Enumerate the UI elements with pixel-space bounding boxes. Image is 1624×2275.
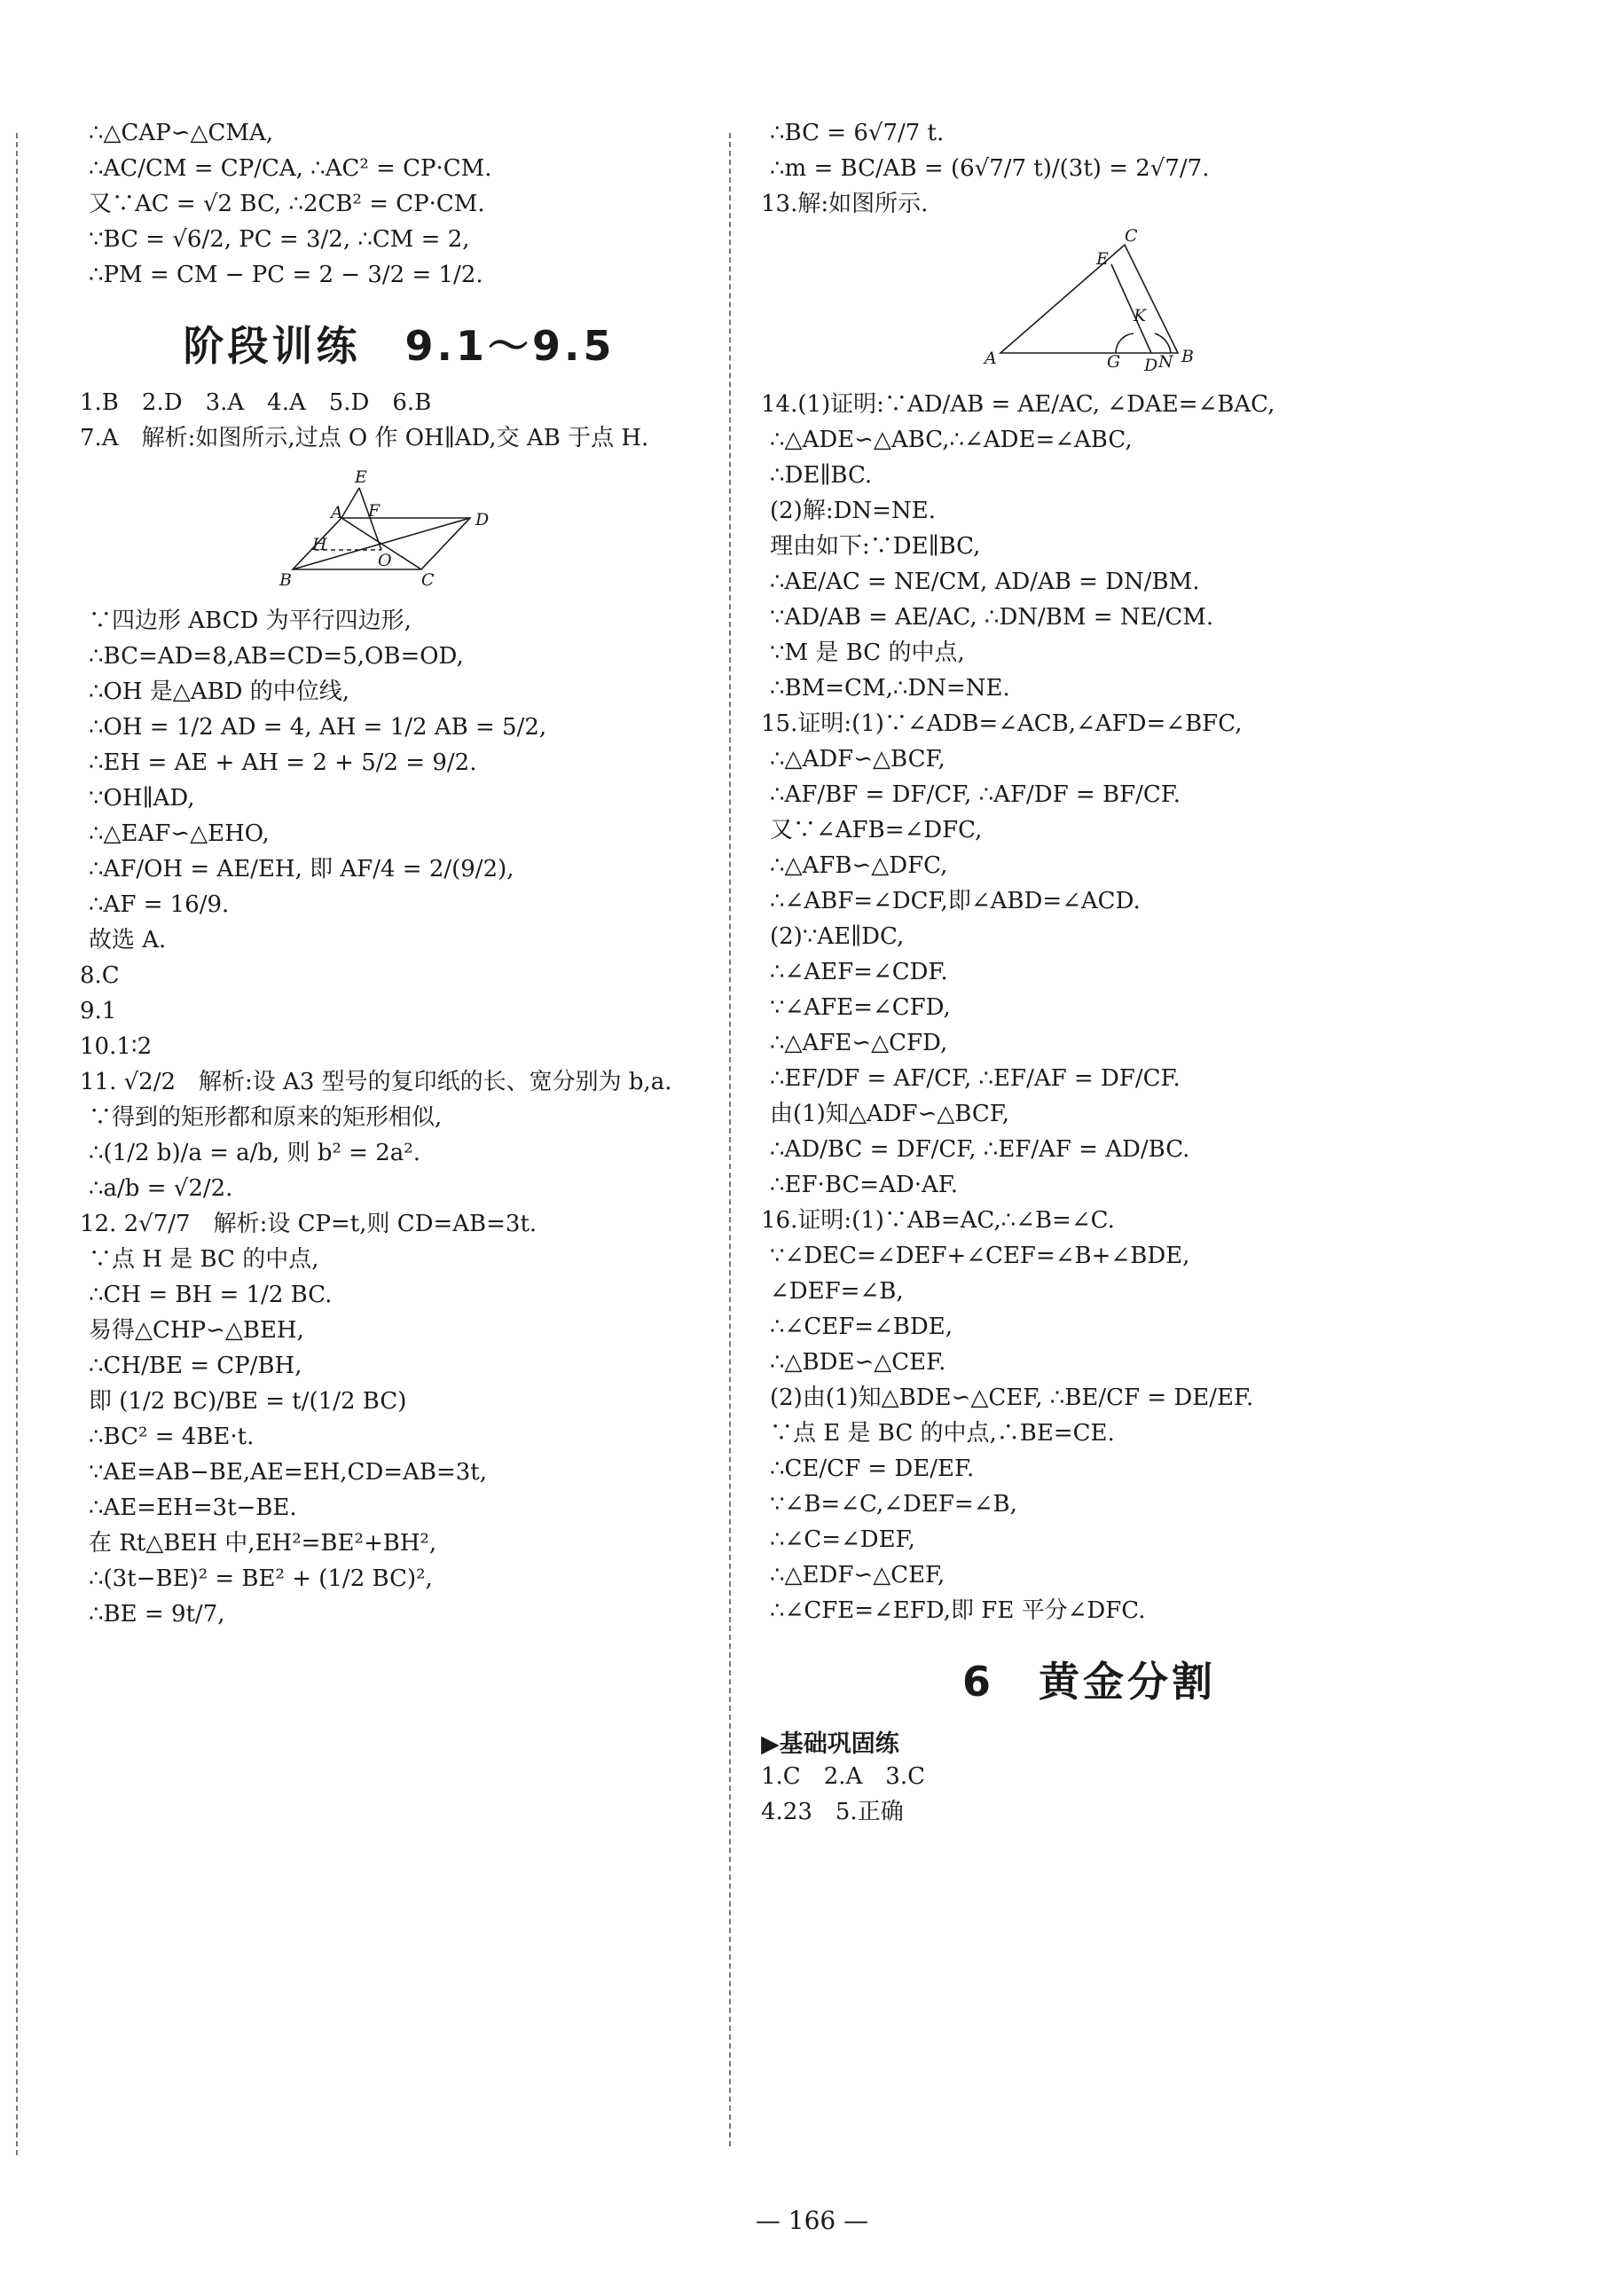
left-line: ∴AF/OH = AE/EH, 即 AF/4 = 2/(9/2), (89, 856, 514, 883)
triangle-construction-figure (761, 229, 1417, 380)
right-line: ∴AF/BF = DF/CF, ∴AF/DF = BF/CF. (770, 781, 1181, 808)
right-line: 理由如下:∵DE∥BC, (770, 533, 981, 560)
right-line: 由(1)知△ADF∽△BCF, (770, 1101, 1010, 1127)
right-line: ∴△ADF∽△BCF, (770, 746, 945, 773)
triangle-marker-icon: ▶ (761, 1730, 780, 1758)
right-line: 又∵∠AFB=∠DFC, (770, 817, 983, 843)
left-line: ∴CH/BE = CP/BH, (89, 1353, 302, 1379)
left-line: ∴AE=EH=3t−BE. (89, 1494, 297, 1521)
left-line: ∴CH = BH = 1/2 BC. (89, 1282, 333, 1308)
svg-text:C: C (421, 570, 435, 590)
answer-line: 1.C 2.A 3.C (761, 1763, 925, 1790)
svg-text:C: C (1125, 229, 1138, 246)
right-line: ∴DE∥BC. (770, 462, 873, 489)
right-line: ∴∠C=∠DEF, (770, 1526, 915, 1553)
right-line: ∴AD/BC = DF/CF, ∴EF/AF = AD/BC. (770, 1136, 1190, 1163)
left-line: 又∵AC = √2 BC, ∴2CB² = CP·CM. (89, 191, 485, 217)
right-line: ∵∠DEC=∠DEF+∠CEF=∠B+∠BDE, (770, 1243, 1190, 1269)
section-heading: 6 黄金分割 (961, 1658, 1216, 1706)
left-line: ∴AF = 16/9. (89, 891, 230, 918)
svg-text:N: N (1158, 352, 1173, 372)
left-line: 即 (1/2 BC)/BE = t/(1/2 BC) (89, 1388, 407, 1415)
right-line: ∴△BDE∽△CEF. (770, 1349, 946, 1376)
answer-line: 8.C (80, 962, 120, 989)
answer-line: 7.A 解析:如图所示,过点 O 作 OH∥AD,交 AB 于点 H. (80, 425, 649, 451)
left-line: ∴a/b = √2/2. (89, 1175, 233, 1202)
left-line: 易得△CHP∽△BEH, (89, 1317, 304, 1344)
left-margin-rule (16, 133, 18, 2155)
left-line: 故选 A. (89, 927, 167, 953)
left-line: ∵得到的矩形都和原来的矩形相似, (89, 1104, 443, 1131)
column-divider (729, 133, 731, 2146)
left-line: ∵BC = √6/2, PC = 3/2, ∴CM = 2, (89, 226, 470, 253)
right-line: ∴△EDF∽△CEF, (770, 1562, 945, 1589)
right-line: ∴AE/AC = NE/CM, AD/AB = DN/BM. (770, 569, 1200, 595)
svg-text:B: B (279, 570, 292, 590)
right-line: ∵∠AFE=∠CFD, (770, 994, 951, 1021)
left-line: ∴(3t−BE)² = BE² + (1/2 BC)², (89, 1565, 433, 1592)
right-line: ∴BC = 6√7/7 t. (770, 120, 945, 146)
right-line: ∴EF/DF = AF/CF, ∴EF/AF = DF/CF. (770, 1065, 1181, 1092)
parallelogram-figure (80, 463, 718, 596)
svg-text:D: D (1144, 356, 1158, 375)
right-line: ∵∠B=∠C,∠DEF=∠B, (770, 1491, 1017, 1518)
svg-text:G: G (1107, 352, 1121, 372)
svg-text:D: D (475, 510, 490, 530)
right-line: ∴△AFB∽△DFC, (770, 852, 948, 879)
right-line: ∴m = BC/AB = (6√7/7 t)/(3t) = 2√7/7. (770, 155, 1210, 182)
right-line: ∴BM=CM,∴DN=NE. (770, 675, 1010, 702)
right-column (761, 115, 1417, 1830)
svg-text:E: E (1096, 249, 1109, 269)
svg-text:O: O (378, 551, 392, 570)
right-line: (2)由(1)知△BDE∽△CEF, ∴BE/CF = DE/EF. (770, 1385, 1254, 1411)
left-line: ∵AE=AB−BE,AE=EH,CD=AB=3t, (89, 1459, 488, 1486)
svg-text:A: A (985, 349, 997, 368)
right-line: ∵点 E 是 BC 的中点,∴BE=CE. (770, 1420, 1115, 1447)
svg-text:H: H (312, 535, 327, 554)
right-line: (2)解:DN=NE. (770, 498, 936, 524)
left-line: ∴△EAF∽△EHO, (89, 820, 270, 847)
right-line: ∴∠AEF=∠CDF. (770, 959, 948, 985)
right-line: ∴∠ABF=∠DCF,即∠ABD=∠ACD. (770, 888, 1141, 914)
right-line: ∴△ADE∽△ABC,∴∠ADE=∠ABC, (770, 427, 1133, 453)
answer-line: 9.1 (80, 998, 117, 1024)
subsection-label: 基础巩固练 (779, 1730, 899, 1758)
right-line: (2)∵AE∥DC, (770, 923, 905, 950)
right-line: ∴△AFE∽△CFD, (770, 1030, 948, 1056)
right-line: ∵AD/AB = AE/AC, ∴DN/BM = NE/CM. (770, 604, 1214, 631)
left-column (80, 115, 718, 1632)
svg-text:F: F (368, 501, 381, 521)
answer-line: 11. √2/2 解析:设 A3 型号的复印纸的长、宽分别为 b,a. (80, 1069, 672, 1095)
right-line: ∵M 是 BC 的中点, (770, 639, 965, 666)
answer-line: 16.证明:(1)∵AB=AC,∴∠B=∠C. (761, 1207, 1115, 1234)
page-number: — 166 — (755, 2206, 869, 2235)
left-line: ∴PM = CM − PC = 2 − 3/2 = 1/2. (89, 262, 483, 288)
left-line: ∵点 H 是 BC 的中点, (89, 1246, 319, 1273)
svg-text:K: K (1134, 306, 1147, 326)
left-line: ∴BE = 9t/7, (89, 1601, 225, 1628)
answer-line: 13.解:如图所示. (761, 191, 929, 217)
svg-text:B: B (1181, 347, 1194, 366)
svg-text:E: E (355, 467, 367, 487)
right-line: ∴∠CEF=∠BDE, (770, 1314, 953, 1340)
left-line: 在 Rt△BEH 中,EH²=BE²+BH², (89, 1530, 437, 1557)
answer-line: 4.23 5.正确 (761, 1799, 904, 1825)
answer-line: 12. 2√7/7 解析:设 CP=t,则 CD=AB=3t. (80, 1211, 537, 1237)
answer-line: 14.(1)证明:∵AD/AB = AE/AC, ∠DAE=∠BAC, (761, 391, 1275, 418)
right-line: ∴CE/CF = DE/EF. (770, 1455, 975, 1482)
subsection-heading (761, 1724, 1417, 1759)
left-line: ∵OH∥AD, (89, 785, 195, 812)
answer-line: 15.证明:(1)∵∠ADB=∠ACB,∠AFD=∠BFC, (761, 710, 1243, 737)
svg-text:A: A (331, 503, 343, 522)
left-line: ∴△CAP∽△CMA, (89, 120, 274, 146)
answer-line: 10.1∶2 (80, 1033, 153, 1060)
left-line: ∴BC² = 4BE·t. (89, 1424, 255, 1450)
right-line: ∴∠CFE=∠EFD,即 FE 平分∠DFC. (770, 1597, 1146, 1624)
left-line: ∴(1/2 b)/a = a/b, 则 b² = 2a². (89, 1140, 420, 1166)
section-heading: 阶段训练 9.1～9.5 (183, 322, 616, 370)
left-line: ∴BC=AD=8,AB=CD=5,OB=OD, (89, 643, 464, 670)
right-line: ∠DEF=∠B, (770, 1278, 904, 1305)
left-line: ∴AC/CM = CP/CA, ∴AC² = CP·CM. (89, 155, 492, 182)
left-line: ∵四边形 ABCD 为平行四边形, (89, 608, 412, 634)
left-line: ∴OH 是△ABD 的中位线, (89, 679, 350, 705)
left-line: ∴OH = 1/2 AD = 4, AH = 1/2 AB = 5/2, (89, 714, 547, 741)
right-line: ∴EF·BC=AD·AF. (770, 1172, 959, 1198)
answer-line: 1.B 2.D 3.A 4.A 5.D 6.B (80, 389, 432, 416)
left-line: ∴EH = AE + AH = 2 + 5/2 = 9/2. (89, 749, 477, 776)
